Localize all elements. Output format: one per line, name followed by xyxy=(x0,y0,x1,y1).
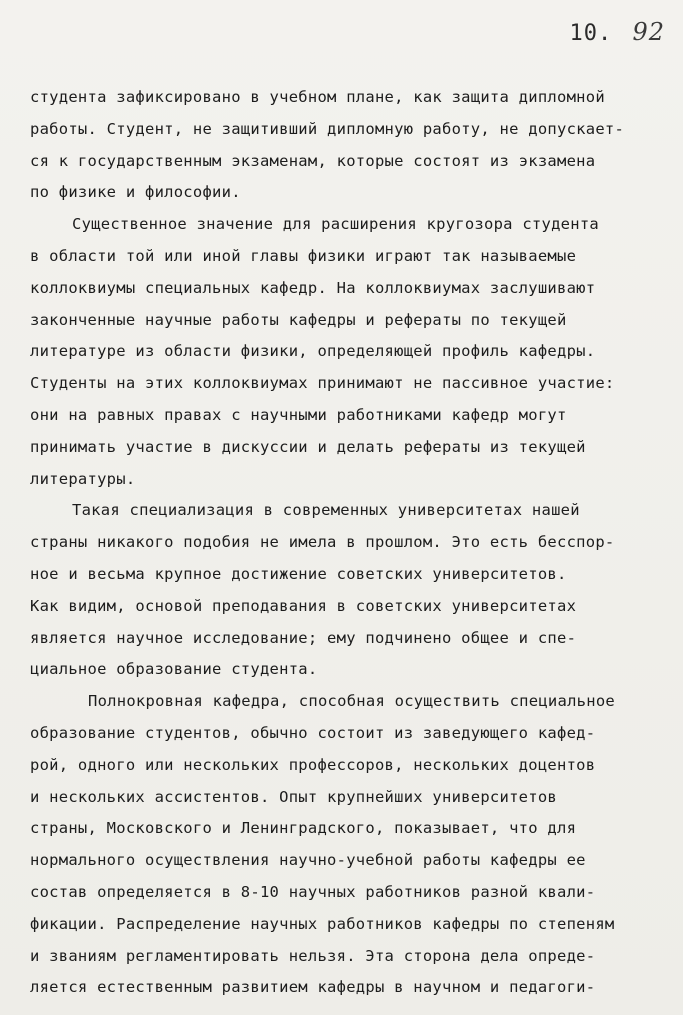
text-line: страны никакого подобия не имела в прошлом. Это есть бесспор- xyxy=(30,533,615,552)
text-line: циальное образование студента. xyxy=(30,660,318,679)
text-line: студента зафиксировано в учебном плане, как защита дипломной xyxy=(30,88,605,106)
text-line: ся к государственным экзаменам, которые состоят из экзамена xyxy=(30,151,596,170)
text-line: Такая специализация в современных университетах нашей xyxy=(72,501,580,520)
paragraph xyxy=(30,686,670,1004)
handwritten-page-number: 92 xyxy=(632,18,665,46)
text-line: нормального осуществления научно-учебной работы кафедры ее xyxy=(30,851,586,870)
folio xyxy=(569,18,665,46)
page-number: 10. xyxy=(569,21,613,46)
text-line: фикации. Распределение научных работников кафедры по степеням xyxy=(30,914,615,933)
text-line: Как видим, основой преподавания в советских университетах xyxy=(30,596,577,615)
text-line: литературы. xyxy=(30,469,136,488)
paragraph xyxy=(30,495,670,686)
text-line: Существенное значение для расширения кругозора студента xyxy=(72,215,599,234)
text-line: литературе из области физики, определяющей профиль кафедры. xyxy=(30,342,596,361)
text-line: рой, одного или нескольких профессоров, нескольких доцентов xyxy=(30,755,596,774)
paragraph xyxy=(30,82,670,209)
text-line: коллоквиумы специальных кафедр. На коллоквиумах заслушивают xyxy=(30,278,596,297)
text-line: Полнокровная кафедра, способная осуществить специальное xyxy=(88,692,615,711)
text-line: и нескольких ассистентов. Опыт крупнейших университетов xyxy=(30,787,557,806)
text-line: работы. Студент, не защитивший дипломную работу, не допускает- xyxy=(30,119,625,138)
text-line: ное и весьма крупное достижение советских университетов. xyxy=(30,564,567,583)
document-body xyxy=(30,82,670,1004)
text-line: является научное исследование; ему подчинено общее и спе- xyxy=(30,628,577,647)
text-line: образование студентов, обычно состоит из заведующего кафед- xyxy=(30,723,596,742)
text-line: законченные научные работы кафедры и рефераты по текущей xyxy=(30,310,567,329)
text-line: ляется естественным развитием кафедры в научном и педагоги- xyxy=(30,978,596,997)
text-line: и званиям регламентировать нельзя. Эта сторона дела опреде- xyxy=(30,946,596,965)
text-line: принимать участие в дискуссии и делать рефераты из текущей xyxy=(30,437,586,456)
paragraph xyxy=(30,209,670,495)
text-line: Студенты на этих коллоквиумах принимают не пассивное участие: xyxy=(30,374,615,393)
text-line: в области той или иной главы физики играют так называемые xyxy=(30,246,577,265)
text-line: по физике и философии. xyxy=(30,183,241,202)
text-line: страны, Московского и Ленинградского, показывает, что для xyxy=(30,819,577,838)
text-line: состав определяется в 8-10 научных работников разной квали- xyxy=(30,882,596,901)
text-line: они на равных правах с научными работниками кафедр могут xyxy=(30,405,567,424)
